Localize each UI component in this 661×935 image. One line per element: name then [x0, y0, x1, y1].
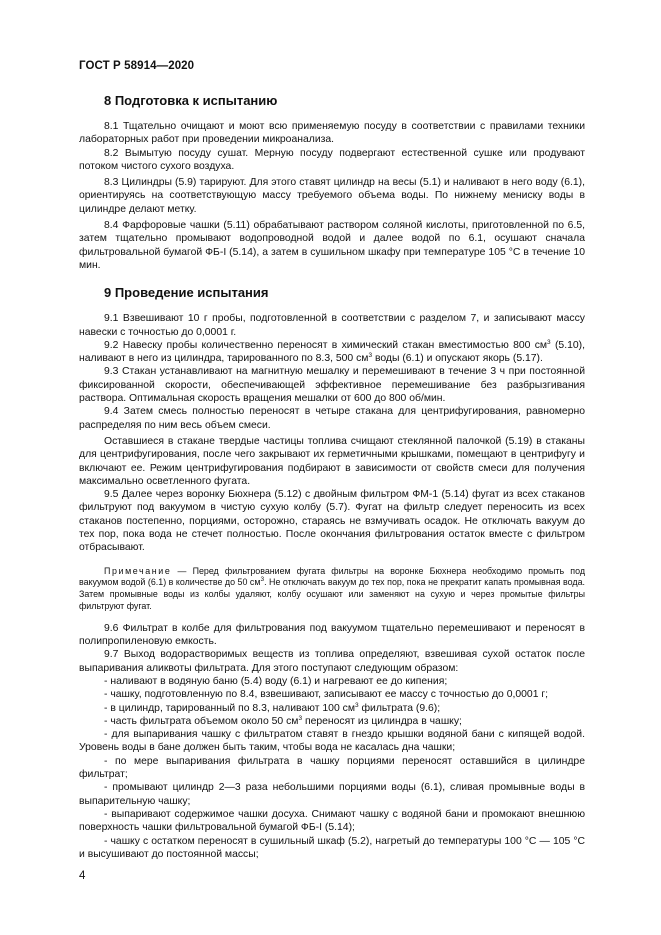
text-run: фильтрата (9.6); [358, 702, 441, 714]
paragraph-9-7: 9.7 Выход водорастворимых веществ из топлива определяют, взвешивая сухой остаток после выпаривания аликвоты фильтрата. Для этого поступают следующим образом: [79, 649, 585, 674]
document-header: ГОСТ Р 58914—2020 [79, 60, 195, 72]
note-paragraph [79, 566, 585, 613]
section-9-heading: 9 Проведение испытания [104, 285, 269, 301]
text-run: - в цилиндр, тарированный по 8.3, наливают 100 см [104, 702, 355, 714]
list-item-7: - промывают цилиндр 2—3 раза небольшими порциями воды (6.1), сливая промывные воды в выпарительную чашку; [79, 782, 585, 807]
list-item-3 [79, 702, 585, 715]
page-content [79, 92, 585, 861]
text-run: переносят из цилиндра в чашку; [302, 715, 462, 727]
text-run: 9.2 Навеску пробы количественно переносят в химический стакан вместимостью 800 см [104, 339, 548, 351]
paragraph-9-5: 9.5 Далее через воронку Бюхнера (5.12) с двойным фильтром ФМ-1 (5.14) фугат из всех стаканов фильтруют под вакуумом в чистую сухую колбу (5.7). Фугат на фильтр следует переносить из всех стаканов постепенно, порциями, осторожно, стараясь не взмучивать осадок. Не отключать вакуум до тех пор, пока вода не стечет полностью. После окончания фильтрования остаток вместе с фильтром отбрасывают. [79, 489, 585, 554]
list-item-1: - наливают в водяную баню (5.4) воду (6.1) и нагревают ее до кипения; [104, 675, 448, 687]
text-run: — Перед фильтрованием фугата фильтры на воронке Бюхнера необходимо промыть под вакуумом водой (6.1) в количестве до 50 см [79, 565, 585, 588]
text-run: - часть фильтрата объемом около 50 см [104, 715, 299, 727]
list-item-4 [79, 715, 585, 728]
paragraph-8-4: 8.4 Фарфоровые чашки (5.11) обрабатывают раствором соляной кислоты, приготовленной по 6.5, затем тщательно промывают водопроводной водой и далее водой по 6.1, осушают сначала фильтровальной бумагой ФБ-I (5.14), а затем в сушильном шкафу при температуре 105 °С в течение 10 мин. [79, 220, 585, 271]
paragraph-9-4: 9.4 Затем смесь полностью переносят в четыре стакана для центрифугирования, равномерно распределяя по ним весь объем смеси. [79, 406, 585, 431]
superscript: 3 [354, 701, 359, 709]
paragraph-9-6: 9.6 Фильтрат в колбе для фильтрования под вакуумом тщательно перемешивают и переносят в полипропиленовую емкость. [79, 622, 585, 648]
text-run: воды (6.1) и опускают якорь (5.17). [372, 353, 543, 365]
superscript: 3 [260, 576, 265, 584]
note-label: Примечание [104, 565, 172, 576]
list-item-6: - по мере выпаривания фильтрата в чашку порциями переносят оставшийся в цилиндре фильтрат; [79, 755, 585, 781]
superscript: 3 [547, 338, 551, 346]
paragraph-9-2 [79, 339, 585, 366]
text-run: (5.10), наливают в него из цилиндра, тарированного по 8.3, 500 см [79, 339, 586, 365]
section-8-heading: 8 Подготовка к испытанию [104, 93, 278, 108]
list-item-9: - чашку с остатком переносят в сушильный шкаф (5.2), нагретый до температуры 100 °С — 105 °С и высушивают до постоянной массы; [79, 835, 585, 860]
text-run: . Не отключать вакуум до тех пор, пока не прекратит капать промывная вода. Затем промывные воды из колбы удаляют, колбу осушают или заменяют на сухую и через промытые фильтры фильтруют фугат. [79, 577, 585, 611]
paragraph-8-1: 8.1 Тщательно очищают и моют всю применяемую посуду в соответствии с правилами техники лабораторных работ при проведении микроанализа. [79, 121, 585, 146]
list-item-8: - выпаривают содержимое чашки досуха. Снимают чашку с водяной бани и промокают внешнюю поверхность чашки фильтровальной бумагой ФБ-I (5.14); [79, 808, 585, 834]
list-item-2: - чашку, подготовленную по 8.4, взвешивают, записывают ее массу с точностью до 0,0001 г; [104, 689, 549, 701]
list-item-5: - для выпаривания чашку с фильтратом ставят в гнездо крышки водяной бани с кипящей водой. Уровень воды в бане должен быть таким, чтобы вода не касалась дна чашки; [79, 729, 585, 754]
paragraph-8-2: 8.2 Вымытую посуду сушат. Мерную посуду подвергают естественной сушке или продувают потоком чистого сухого воздуха. [79, 147, 585, 172]
paragraph-9-1: 9.1 Взвешивают 10 г пробы, подготовленной в соответствии с разделом 7, и записывают массу навески с точностью до 0,0001 г. [79, 313, 585, 338]
page-number: 4 [79, 870, 86, 882]
paragraph-8-3: 8.3 Цилиндры (5.9) тарируют. Для этого ставят цилиндр на весы (5.1) и наливают в него воду (6.1), ориентируясь на соответствующую массу требуемого объема воды. По нижнему мениску воды в цилиндре делают метку. [79, 177, 585, 215]
paragraph-9-3: 9.3 Стакан устанавливают на магнитную мешалку и перемешивают в течение 3 ч при постоянной фиксированной скорости, обеспечивающей эффективное перемешивание без разбрызгивания раствора. Оптимальная скорость вращения мешалки от 600 до 800 об/мин. [79, 366, 585, 405]
paragraph-9-4-continued: Оставшиеся в стакане твердые частицы топлива счищают стеклянной палочкой (5.19) в стаканы для центрифугирования, после чего закрывают их герметичными крышками, помещают в центрифугу и включают ее. Режим центрифугирования подбирают в зависимости от свойств смеси для получения максимально осветленного фугата. [79, 435, 585, 487]
superscript: 3 [298, 714, 303, 722]
superscript: 3 [368, 352, 373, 360]
